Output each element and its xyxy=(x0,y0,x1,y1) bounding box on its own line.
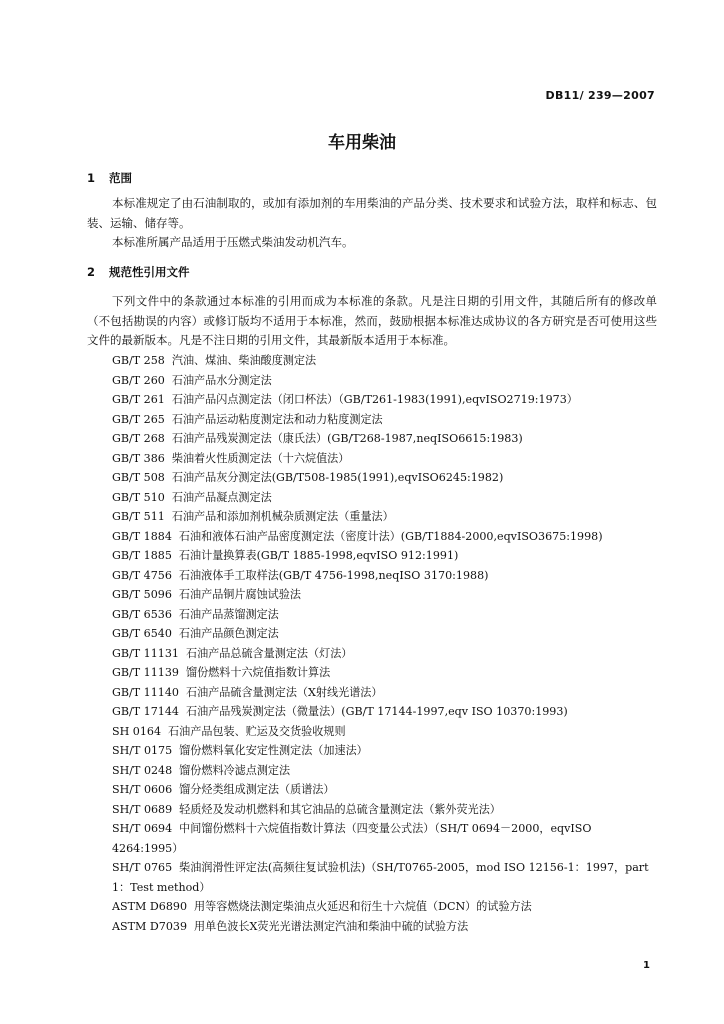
reference-title: 石油产品和添加剂机械杂质测定法（重量法） xyxy=(171,510,394,523)
reference-title: 馏份燃料氧化安定性测定法（加速法） xyxy=(179,744,368,757)
section-title: 规范性引用文件 xyxy=(109,265,190,279)
reference-title: 石油和液体石油产品密度测定法（密度计法）(GB/T1884-2000,eqvISO3675:1998) xyxy=(178,529,603,543)
reference-title: 用单色波长X荧光光谱法测定汽油和柴油中硫的试验方法 xyxy=(194,919,469,933)
reference-code: GB/T 11139 xyxy=(112,666,179,679)
section-heading-normative-references xyxy=(87,264,190,280)
reference-title: 汽油、煤油、柴油酸度测定法 xyxy=(171,354,317,367)
reference-code: SH/T 0606 xyxy=(112,783,173,796)
reference-code: GB/T 11131 xyxy=(112,646,179,660)
reference-item xyxy=(112,917,660,937)
reference-code: SH/T 0689 xyxy=(112,802,173,816)
reference-code: GB/T 1885 xyxy=(112,549,172,562)
reference-code: GB/T 1884 xyxy=(112,529,172,543)
reference-item xyxy=(112,468,660,488)
reference-item xyxy=(112,488,660,508)
reference-code: GB/T 510 xyxy=(112,490,165,504)
reference-item xyxy=(112,390,660,410)
reference-item xyxy=(112,702,660,722)
reference-item xyxy=(112,663,660,683)
scope-paragraph-1: 本标准规定了由石油制取的，或加有添加剂的车用柴油的产品分类、技术要求和试验方法，取样和标志、包装、运输、储存等。 xyxy=(87,196,657,230)
reference-code: ASTM D7039 xyxy=(112,919,188,933)
reference-item xyxy=(112,644,660,664)
scope-paragraph-2: 本标准所属产品适用于压燃式柴油发动机汽车。 xyxy=(112,235,354,249)
references-intro-paragraph: 下列文件中的条款通过本标准的引用而成为本标准的条款。凡是注日期的引用文件，其随后所有的修改单（不包括勘误的内容）或修订版均不适用于本标准，然而，鼓励根据本标准达成协议的各方研究是否可使用这些文件的最新版本。凡是不注日期的引用文件，其最新版本适用于本标准。 xyxy=(87,294,657,347)
reference-code: GB/T 511 xyxy=(112,510,165,523)
reference-code: GB/T 265 xyxy=(112,412,165,426)
reference-item xyxy=(112,858,660,897)
reference-title: 石油产品运动粘度测定法和动力粘度测定法 xyxy=(171,412,383,426)
reference-title: 馏份燃料十六烷值指数计算法 xyxy=(185,666,331,679)
reference-title: 石油产品蒸馏测定法 xyxy=(178,607,279,621)
reference-title: 石油产品残炭测定法（康氏法）(GB/T268-1987,neqISO6615:1983) xyxy=(171,432,523,445)
reference-item xyxy=(112,761,660,781)
reference-code: GB/T 5096 xyxy=(112,588,172,601)
section-heading-scope xyxy=(87,170,132,186)
reference-title: 石油计量换算表(GB/T 1885-1998,eqvISO 912:1991) xyxy=(178,549,459,562)
reference-item xyxy=(112,371,660,391)
reference-code: GB/T 261 xyxy=(112,393,165,406)
reference-code: GB/T 260 xyxy=(112,373,165,387)
reference-title: 石油产品颜色测定法 xyxy=(178,627,279,640)
reference-code: SH/T 0694 xyxy=(112,822,173,835)
reference-item xyxy=(112,780,660,800)
section-title: 范围 xyxy=(109,171,132,185)
reference-item xyxy=(112,741,660,761)
reference-item xyxy=(112,605,660,625)
reference-item xyxy=(112,507,660,527)
reference-code: SH/T 0175 xyxy=(112,744,173,757)
reference-title: 石油液体手工取样法(GB/T 4756-1998,neqISO 3170:1988) xyxy=(178,568,489,582)
reference-code: GB/T 258 xyxy=(112,354,165,367)
reference-item xyxy=(112,527,660,547)
reference-item xyxy=(112,722,660,742)
reference-title: 柴油着火性质测定法（十六烷值法） xyxy=(171,451,350,465)
reference-item xyxy=(112,449,660,469)
reference-item xyxy=(112,410,660,430)
reference-title: 用等容燃烧法测定柴油点火延迟和衍生十六烷值（DCN）的试验方法 xyxy=(194,900,532,913)
reference-title: 石油产品水分测定法 xyxy=(171,373,272,387)
reference-title: 石油产品凝点测定法 xyxy=(171,490,272,504)
reference-title: 馏分烃类组成测定法（质谱法） xyxy=(179,783,335,796)
document-title: 车用柴油 xyxy=(328,133,396,153)
reference-code: GB/T 17144 xyxy=(112,705,179,718)
reference-code: GB/T 6540 xyxy=(112,627,172,640)
reference-title: 石油产品总硫含量测定法（灯法） xyxy=(185,646,353,660)
reference-title: 石油产品灰分测定法(GB/T508-1985(1991),eqvISO6245:1982) xyxy=(171,471,504,484)
reference-item xyxy=(112,683,660,703)
reference-code: SH 0164 xyxy=(112,724,162,738)
reference-item xyxy=(112,897,660,917)
reference-code: GB/T 4756 xyxy=(112,568,172,582)
page-number: 1 xyxy=(643,960,650,971)
document-code: DB11/ 239—2007 xyxy=(545,89,655,102)
reference-item xyxy=(112,546,660,566)
reference-code: GB/T 508 xyxy=(112,471,165,484)
reference-item xyxy=(112,585,660,605)
reference-item xyxy=(112,429,660,449)
reference-code: SH/T 0248 xyxy=(112,763,173,777)
reference-code: GB/T 268 xyxy=(112,432,165,445)
reference-title: 石油产品硫含量测定法（X射线光谱法） xyxy=(185,685,383,699)
reference-code: ASTM D6890 xyxy=(112,900,188,913)
reference-title: 石油产品残炭测定法（微量法）(GB/T 17144-1997,eqv ISO 10370:1993) xyxy=(185,705,568,718)
reference-title: 馏份燃料冷滤点测定法 xyxy=(179,763,291,777)
reference-code: GB/T 6536 xyxy=(112,607,172,621)
reference-list xyxy=(112,351,660,936)
reference-code: GB/T 386 xyxy=(112,451,165,465)
reference-item xyxy=(112,819,660,858)
reference-title: 石油产品包装、贮运及交货验收规则 xyxy=(168,724,346,738)
reference-title: 石油产品铜片腐蚀试验法 xyxy=(178,588,301,601)
reference-title: 轻质烃及发动机燃料和其它油品的总硫含量测定法（紫外荧光法） xyxy=(179,802,501,816)
reference-title: 柴油润滑性评定法(高频往复试验机法)（SH/T0765-2005，mod ISO 12156-1：1997，part 1：Test method） xyxy=(112,861,649,894)
reference-item xyxy=(112,800,660,820)
reference-item xyxy=(112,624,660,644)
section-number: 2 xyxy=(87,265,96,279)
reference-title: 中间馏份燃料十六烷值指数计算法（四变量公式法）（SH/T 0694－2000，eqvISO 4264:1995） xyxy=(112,822,592,855)
reference-code: GB/T 11140 xyxy=(112,685,179,699)
reference-code: SH/T 0765 xyxy=(112,861,173,874)
reference-item xyxy=(112,351,660,371)
reference-title: 石油产品闪点测定法（闭口杯法）（GB/T261-1983(1991),eqvISO2719:1973） xyxy=(171,393,578,406)
section-number: 1 xyxy=(87,171,96,185)
reference-item xyxy=(112,566,660,586)
